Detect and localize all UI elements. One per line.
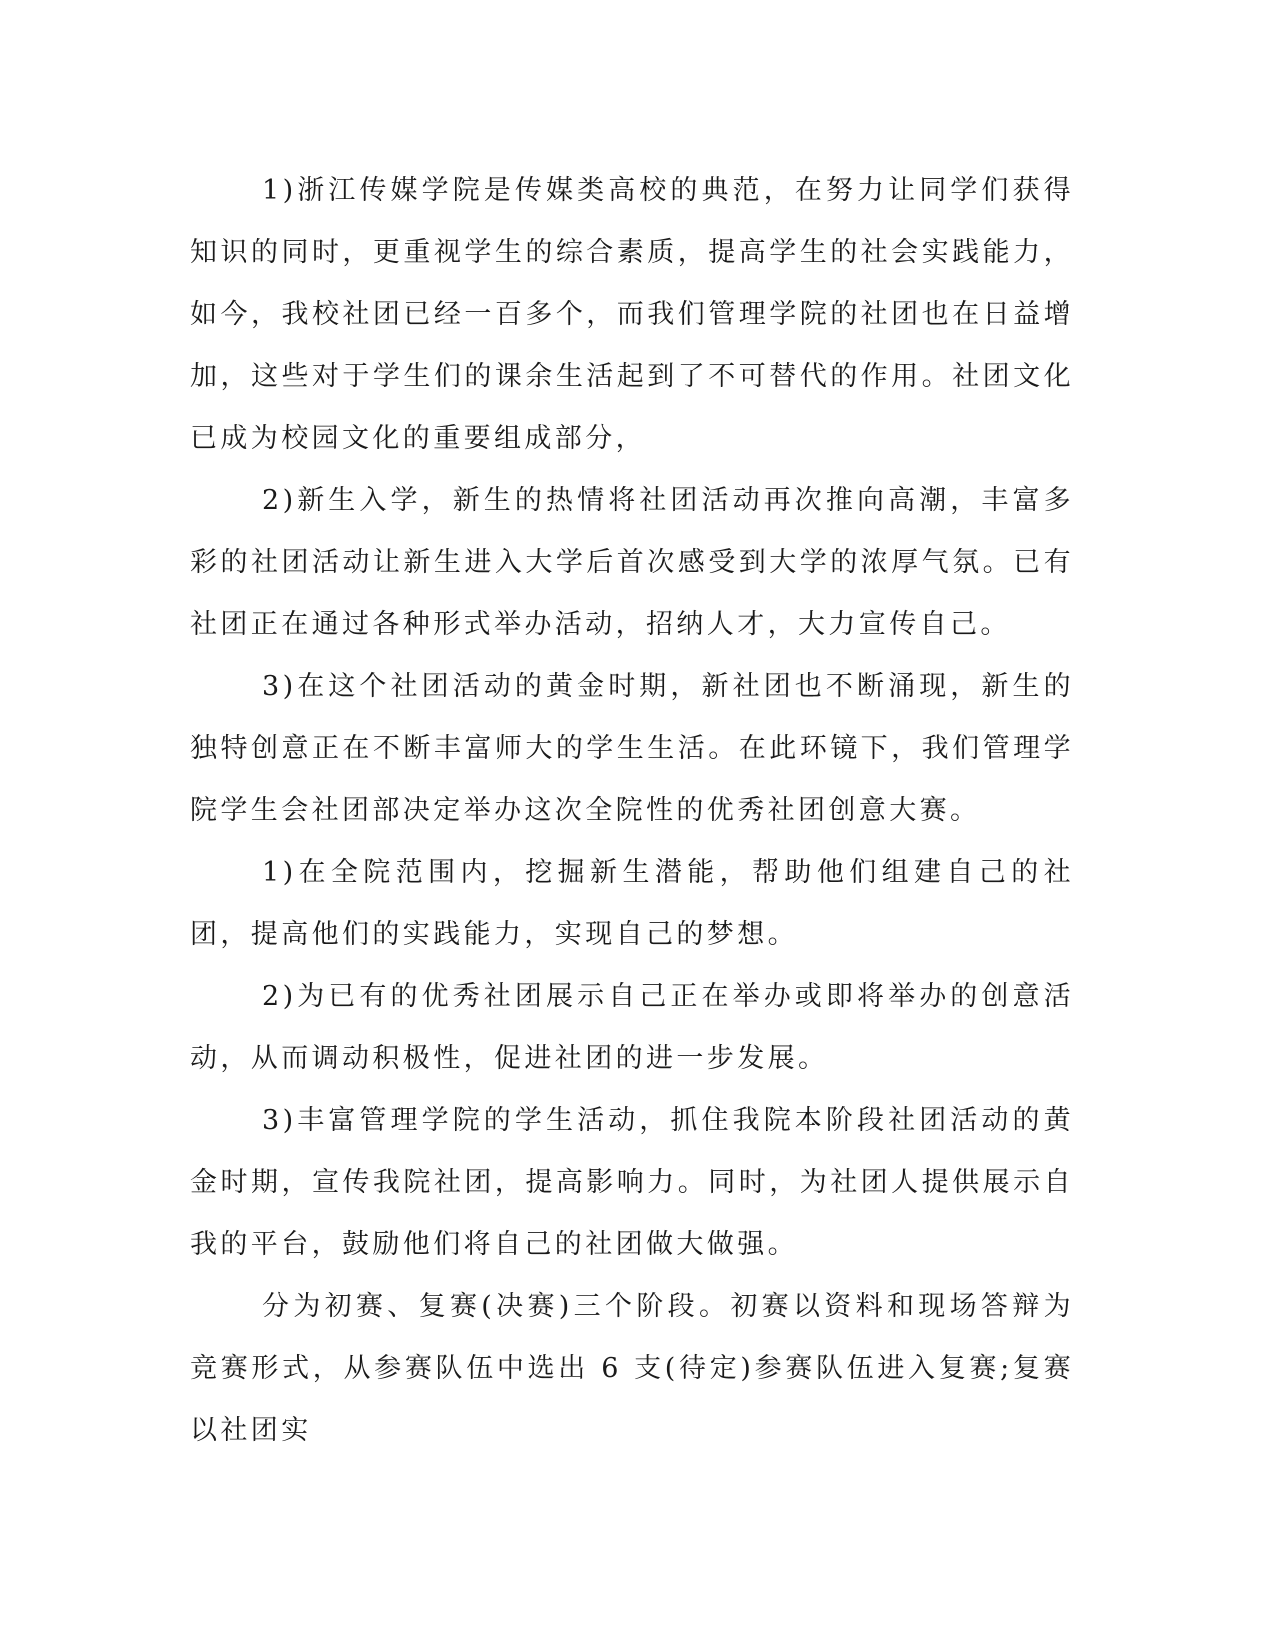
paragraph-purpose-1: 1)在全院范围内，挖掘新生潜能，帮助他们组建自己的社团，提高他们的实践能力，实现自己的梦想。 <box>190 857 1074 950</box>
paragraph-background-3: 3)在这个社团活动的黄金时期，新社团也不断涌现，新生的独特创意正在不断丰富师大的学生生活。在此环镜下，我们管理学院学生会社团部决定举办这次全院性的优秀社团创意大赛。 <box>190 671 1074 826</box>
paragraph-purpose-3: 3)丰富管理学院的学生活动，抓住我院本阶段社团活动的黄金时期，宣传我院社团，提高影响力。同时，为社团人提供展示自我的平台，鼓励他们将自己的社团做大做强。 <box>190 1105 1074 1260</box>
paragraph-purpose-2: 2)为已有的优秀社团展示自己正在举办或即将举办的创意活动，从而调动积极性，促进社团的进一步发展。 <box>190 981 1074 1074</box>
paragraph-background-2: 2)新生入学，新生的热情将社团活动再次推向高潮，丰富多彩的社团活动让新生进入大学后首次感受到大学的浓厚气氛。已有社团正在通过各种形式举办活动，招纳人才，大力宣传自己。 <box>190 485 1074 640</box>
paragraph-background-1: 1)浙江传媒学院是传媒类高校的典范，在努力让同学们获得知识的同时，更重视学生的综合素质，提高学生的社会实践能力，如今，我校社团已经一百多个，而我们管理学院的社团也在日益增加，这些对于学生们的课余生活起到了不可替代的作用。社团文化已成为校园文化的重要组成部分， <box>190 175 1074 454</box>
paragraph-stages: 分为初赛、复赛(决赛)三个阶段。初赛以资料和现场答辩为竞赛形式，从参赛队伍中选出 6 支(待定)参赛队伍进入复赛;复赛以社团实 <box>190 1291 1074 1446</box>
document-body <box>190 160 1074 1462</box>
